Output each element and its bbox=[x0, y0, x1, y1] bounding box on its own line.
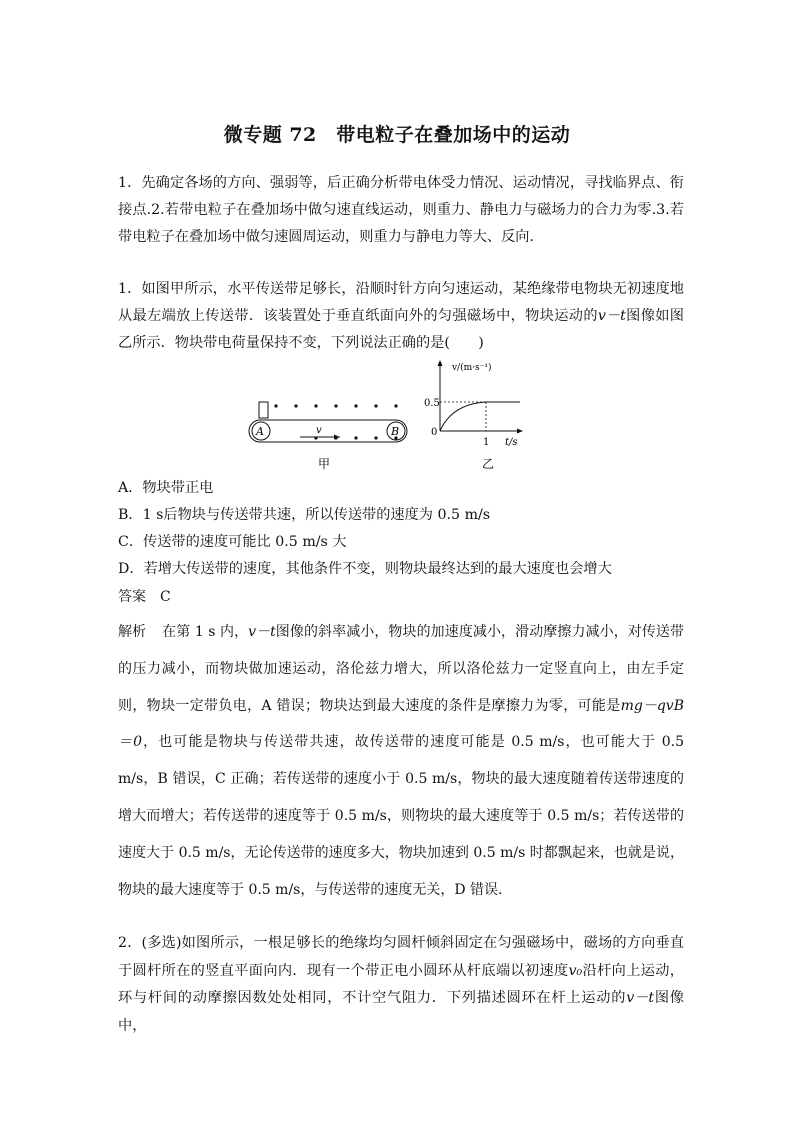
label-a: A bbox=[256, 425, 264, 438]
explanation bbox=[118, 614, 684, 908]
option-d: D．若增大传送带的速度，其他条件不变，则物块最终达到的最大速度也会增大 bbox=[118, 561, 612, 577]
q2-v0-symbol: v₀ bbox=[568, 962, 583, 979]
answer-label: 答案 bbox=[118, 589, 146, 605]
q1-stem-part-a: 1．如图甲所示，水平传送带足够长，沿顺时针方向匀速运动，某绝缘带电物块无初速度地从最左端放上传送带．该装置处于垂直纸面向外的匀强磁场中，物块运动的 bbox=[118, 281, 684, 324]
intro-paragraph: 1．先确定各场的方向、强弱等，后正确分析带电体受力情况、运动情况，寻找临界点、衔接点.2.若带电粒子在叠加场中做匀速直线运动，则重力、静电力与磁场力的合力为零.3.若带电粒子在叠加场中做匀速圆周运动，则重力与静电力等大、反向． bbox=[118, 175, 684, 245]
magnetic-field-dots bbox=[274, 404, 400, 439]
page-title: 微专题 72 带电粒子在叠加场中的运动 bbox=[223, 124, 571, 146]
q1-stem-part-b: 图像如图乙所示．物块带电荷量保持不变，下列说法正确的是( ) bbox=[118, 308, 684, 351]
answer-value: C bbox=[160, 589, 171, 605]
explain-vt-symbol: v－t bbox=[248, 624, 276, 640]
question-1-stem bbox=[118, 276, 684, 357]
conveyor-diagram bbox=[249, 402, 407, 471]
block bbox=[259, 402, 268, 418]
option-a: A．物块带正电 bbox=[118, 480, 214, 496]
tick-x: 1 bbox=[483, 437, 490, 448]
question-1-figure bbox=[240, 358, 530, 478]
graph-xlabel: t/s bbox=[505, 437, 518, 448]
tick-y: 0.5 bbox=[424, 398, 440, 409]
explain-part-a: 在第 1 s 内， bbox=[162, 624, 249, 640]
label-v: v bbox=[316, 425, 322, 436]
origin-label: 0 bbox=[431, 427, 438, 438]
explain-part-b: 图像的斜率减小，物块的加速度减小，滑动摩擦力减小，对传送带的压力减小，而物块做加速运动，洛伦兹力增大，所以洛伦兹力一定竖直向上，由左手定则，物块一定带负电，A 错误；物块达到最大速度的条件是摩擦力为零，可能是 bbox=[118, 624, 685, 714]
vt-graph bbox=[424, 360, 523, 471]
q2-stem-part-a: 2．(多选)如图所示，一根足够长的绝缘均匀圆杆倾斜固定在匀强磁场中，磁场的方向垂直于圆杆所在的竖直平面向内．现有一个带正电小圆环从杆底端以初速度 bbox=[118, 935, 684, 979]
graph-ylabel: v/(m·s⁻¹) bbox=[452, 363, 492, 373]
explain-formula: mg－qvB＝0 bbox=[118, 697, 684, 751]
caption-jia: 甲 bbox=[318, 457, 331, 471]
question-2-stem bbox=[118, 930, 684, 1040]
label-b: B bbox=[391, 425, 400, 438]
option-c: C．传送带的速度可能比 0.5 m/s 大 bbox=[118, 534, 347, 550]
q2-stem-part-c: 图像中， bbox=[118, 990, 684, 1034]
answer-line bbox=[118, 586, 171, 606]
q2-vt-symbol: v－t bbox=[626, 990, 655, 1006]
caption-yi: 乙 bbox=[482, 457, 495, 471]
option-b: B．1 s后物块与传送带共速，所以传送带的速度为 0.5 m/s bbox=[118, 507, 491, 523]
explain-label: 解析 bbox=[118, 624, 147, 640]
q2-stem-part-b: 沿杆向上运动，环与杆间的动摩擦因数处处相同，不计空气阻力．下列描述圆环在杆上运动的 bbox=[118, 962, 684, 1006]
explain-part-c: ，也可能是物块与传送带共速，故传送带的速度可能是 0.5 m/s，也可能大于 0.5 m/s，B 错误，C 正确；若传送带的速度小于 0.5 m/s，物块的最大速度随着传送带速度的增大而增大；若传送带的速度等于 0.5 m/s，则物块的最大速度等于 0.5 m/s；若传送带的速度大于 0.5 m/s，无论传送带的速度多大，物块加速到 0.5 m/s 时都飘起来，也就是说，物块的最大速度等于 0.5 m/s，与传送带的速度无关，D 错误. bbox=[118, 734, 684, 898]
vt-curve bbox=[440, 402, 520, 431]
q1-vt-symbol: v－t bbox=[597, 308, 626, 324]
